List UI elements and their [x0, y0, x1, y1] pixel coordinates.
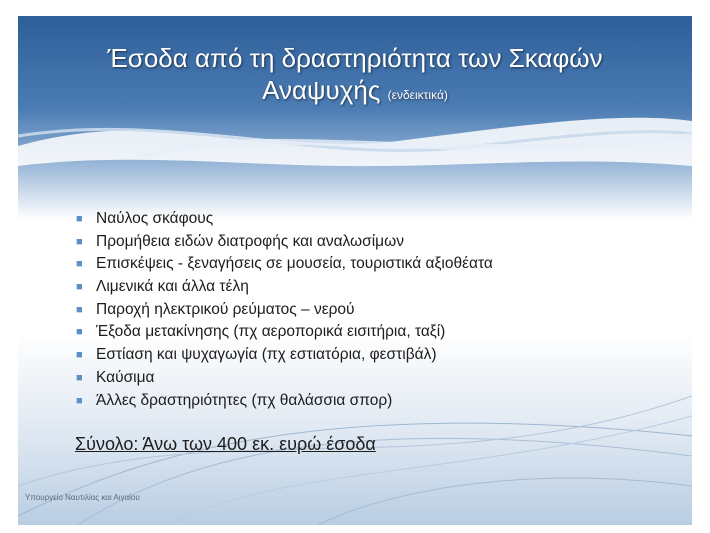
total-revenue-text: Σύνολο: Άνω των 400 εκ. ευρώ έσοδα: [75, 434, 376, 454]
revenue-items-list: [74, 208, 493, 412]
list-item: [74, 390, 493, 413]
slide-title: [38, 42, 672, 111]
list-item: [74, 321, 493, 344]
square-bullet-icon: ■: [76, 213, 83, 225]
list-item-text: Έξοδα μετακίνησης (πχ αεροπορικά εισιτήρια, ταξί): [96, 323, 446, 341]
square-bullet-icon: ■: [76, 258, 83, 271]
list-item-text: Παροχή ηλεκτρικού ρεύματος – νερού: [96, 300, 355, 318]
list-item-text: Προμήθεια ειδών διατροφής και αναλωσίμων: [96, 232, 404, 250]
square-bullet-icon: ■: [76, 235, 83, 248]
title-main-word: Αναψυχής: [262, 75, 381, 105]
title-note: (ενδεικτικά): [387, 88, 448, 102]
square-bullet-icon: ■: [76, 303, 83, 316]
list-item: [74, 367, 493, 390]
footer-ministry-name: Υπουργείο Ναυτιλίας και Αιγαίου: [25, 493, 140, 502]
list-item: [74, 208, 493, 231]
square-bullet-icon: ■: [76, 349, 83, 362]
list-item-text: Καύσιμα: [96, 368, 155, 386]
title-line-1: Έσοδα από τη δραστηριότητα των Σκαφών: [107, 43, 603, 73]
title-line-2: [38, 74, 672, 111]
square-bullet-icon: ■: [76, 371, 83, 384]
square-bullet-icon: ■: [76, 326, 83, 339]
list-item: [74, 253, 493, 276]
slide: [18, 16, 692, 525]
list-item-text: Άλλες δραστηριότητες (πχ θαλάσσια σπορ): [96, 391, 393, 409]
list-item-text: Λιμενικά και άλλα τέλη: [96, 278, 249, 296]
list-item: [74, 344, 493, 367]
list-item: [74, 299, 493, 322]
list-item-text: Εστίαση και ψυχαγωγία (πχ εστιατόρια, φεστιβάλ): [96, 346, 437, 364]
list-item-text: Επισκέψεις - ξεναγήσεις σε μουσεία, τουριστικά αξιοθέατα: [96, 255, 493, 273]
list-item-text: Ναύλος σκάφους: [96, 210, 214, 227]
list-item: [74, 276, 493, 299]
list-item: [74, 231, 493, 254]
square-bullet-icon: ■: [76, 281, 83, 294]
square-bullet-icon: ■: [76, 394, 83, 407]
